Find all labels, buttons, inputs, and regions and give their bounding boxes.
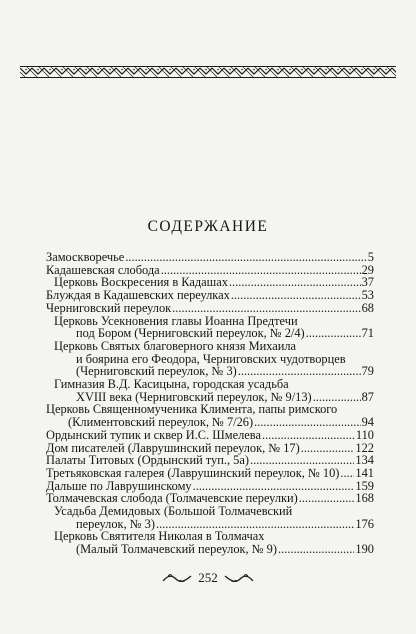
- toc-entry: [46, 403, 374, 428]
- dot-leader: [278, 543, 354, 556]
- toc-entry-line: Толмачевская слобода (Толмачевские переулки): [46, 491, 298, 506]
- toc-entry: [46, 302, 374, 315]
- toc-entry: [46, 251, 374, 264]
- toc-page-number: 5: [367, 250, 374, 264]
- toc-entry-line: (Малый Толмачевский переулок, № 9): [76, 542, 277, 557]
- toc-page-number: 94: [361, 415, 374, 430]
- toc-page-number: 37: [361, 275, 374, 290]
- toc-entry-line: Кадашевская слобода: [46, 262, 160, 277]
- toc-entry-line: переулок, № 3): [76, 516, 156, 531]
- zigzag-border-ornament-icon: [20, 66, 396, 78]
- toc-entry-line: Блуждая в Кадашевских переулках: [46, 288, 230, 303]
- dot-leader: [254, 416, 360, 429]
- toc-page-number: 29: [361, 262, 374, 277]
- table-of-contents: [46, 251, 374, 556]
- toc-page-number: 68: [361, 300, 374, 315]
- toc-page-number: 122: [355, 440, 374, 455]
- toc-entry: [46, 467, 374, 480]
- dot-leader: [229, 276, 361, 289]
- toc-entry: [46, 315, 374, 340]
- dot-leader: [299, 492, 355, 505]
- toc-page-number: 141: [355, 465, 374, 480]
- toc-entry-line: Церковь Священномученика Климента, папы римского: [46, 402, 338, 417]
- toc-entry-line: под Бором (Черниговский переулок, № 2/4): [76, 326, 305, 341]
- toc-entry-line: Церковь Усекновения главы Иоанна Предтечи: [54, 313, 298, 328]
- vine-ornament-left-icon: [162, 573, 192, 583]
- toc-entry-line: Церковь Воскресения в Кадашах: [54, 275, 228, 290]
- toc-entry-line: Замоскворечье: [46, 250, 125, 264]
- toc-entry-line: Ордынский тупик и сквер И.С. Шмелева: [46, 427, 261, 442]
- toc-page-number: 71: [361, 326, 374, 341]
- toc-entry-line: Гимназия В.Д. Касицына, городская усадьба: [54, 377, 289, 392]
- dot-leader: [125, 251, 366, 264]
- page-number: 252: [198, 570, 218, 585]
- toc-entry: [46, 429, 374, 442]
- dot-leader: [340, 467, 354, 480]
- toc-entry-line: Черниговский переулок: [46, 300, 172, 315]
- toc-entry: [46, 378, 374, 403]
- toc-entry-line: Церковь Святителя Николая в Толмачах: [54, 529, 265, 544]
- toc-entry-line: Палаты Титовых (Ордынский туп., 5а): [46, 453, 249, 468]
- toc-page-number: 168: [355, 491, 374, 506]
- toc-entry-line: и боярина его Феодора, Черниговских чудотворцев: [76, 351, 346, 366]
- page-title: СОДЕРЖАНИЕ: [147, 218, 269, 235]
- toc-page-number: 134: [355, 453, 374, 468]
- dot-leader: [262, 429, 355, 442]
- toc-page-number: 190: [355, 542, 374, 557]
- toc-page-number: 110: [355, 427, 374, 442]
- toc-entry-line: Дом писателей (Лаврушинский переулок, № 17): [46, 440, 300, 455]
- toc-entry-line: Церковь Святых благоверного князя Михаила: [54, 338, 297, 353]
- toc-entry-line: Третьяковская галерея (Лаврушинский переулок, № 10): [46, 465, 340, 480]
- dot-leader: [231, 289, 361, 302]
- toc-entry-line: Усадьба Демидовых (Большой Толмачевский: [54, 504, 293, 519]
- toc-page-number: 79: [361, 364, 374, 379]
- toc-entry-line: Дальше по Лаврушинскому: [46, 478, 192, 493]
- toc-entry: [46, 340, 374, 378]
- toc-entry: [46, 505, 374, 530]
- toc-page-number: 53: [361, 288, 374, 303]
- toc-entry: [46, 289, 374, 302]
- toc-entry-line: XVIII века (Черниговский переулок, № 9/13): [76, 389, 312, 404]
- vine-ornament-right-icon: [224, 573, 254, 583]
- toc-page-number: 159: [355, 478, 374, 493]
- toc-page-number: 176: [355, 516, 374, 531]
- page-footer: [0, 570, 416, 586]
- toc-entry: [46, 530, 374, 555]
- dot-leader: [172, 302, 360, 315]
- toc-entry-line: (Черниговский переулок, № 3): [76, 364, 237, 379]
- toc-entry-line: (Климентовский переулок, № 7/26): [68, 415, 254, 430]
- toc-page-number: 87: [361, 389, 374, 404]
- dot-leader: [306, 327, 361, 340]
- dot-leader: [301, 442, 355, 455]
